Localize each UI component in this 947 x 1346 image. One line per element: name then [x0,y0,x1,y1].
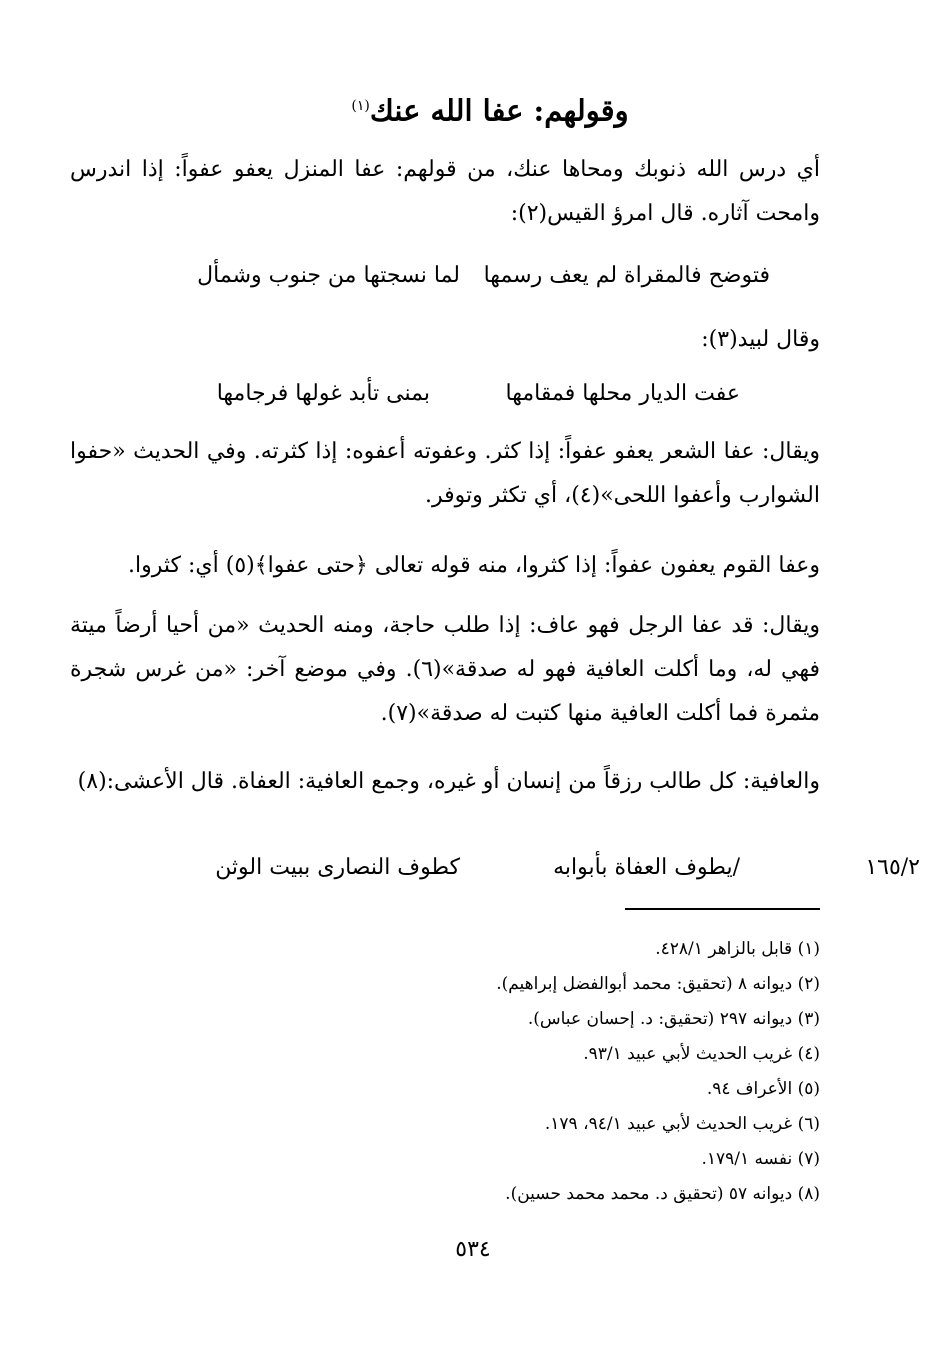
footnotes-list [300,932,820,1212]
verse-1-second-hemistich: لما نسجتها من جنوب وشمأل [197,263,460,288]
section-heading-title: وقولهم: عفا الله عنك [369,93,629,128]
verse-2-first-hemistich: عفت الديار محلها فمقامها [505,381,740,406]
verse-1-first-hemistich: فتوضح فالمقراة لم يعف رسمها [483,263,770,288]
paragraph-5: ويقال: قد عفا الرجل فهو عاف: إذا طلب حاجة، ومنه الحديث «من أحيا أرضاً ميتة فهي له، وما أكلت العافية فهو له صدقة»(٦). وفي موضع آخر: «من غرس شجرة مثمرة فما أكلت العافية منها كتبت له صدقة»(٧). [70,613,820,726]
paragraph-2: وقال لبيد(٣): [701,327,820,352]
footnote-ref: (١) [351,98,370,114]
footnote-1: (١) قابل بالزاهر ٤٢٨/١. [655,939,820,959]
page-number: ٥٣٤ [455,1237,491,1262]
footnote-7: (٧) نفسه ١٧٩/١. [701,1149,820,1169]
verse-2-second-hemistich: بمنى تأبد غولها فرجامها [216,381,430,406]
footnote-6: (٦) غريب الحديث لأبي عبيد ٩٤/١، ١٧٩. [544,1114,820,1134]
paragraph-6: والعافية: كل طالب رزقاً من إنسان أو غيره، وجمع العافية: العفاة. قال الأعشى:(٨) [77,769,820,794]
margin-page-reference: ١٦٥/٢ [865,855,920,880]
footnote-2: (٢) ديوانه ٨ (تحقيق: محمد أبوالفضل إبراهيم). [496,974,820,994]
paragraph-4: وعفا القوم يعفون عفواً: إذا كثروا، منه قوله تعالى ﴿حتى عفوا﴾(٥) أي: كثروا. [128,553,820,578]
footnote-5: (٥) الأعراف ٩٤. [706,1079,820,1099]
footnote-separator [625,908,820,910]
verse-3-second-hemistich: كطوف النصارى ببيت الوثن [215,855,460,880]
paragraph-3: ويقال: عفا الشعر يعفو عفواً: إذا كثر. وعفوته أعفوه: إذا كثرته. وفي الحديث «حفوا الشوارب وأعفوا اللحى»(٤)، أي تكثر وتوفر. [70,439,820,508]
footnote-8: (٨) ديوانه ٥٧ (تحقيق د. محمد محمد حسين). [505,1184,820,1204]
verse-3-first-hemistich: /يطوف العفاة بأبوابه [553,855,740,880]
footnote-3: (٣) ديوانه ٢٩٧ (تحقيق: د. إحسان عباس). [527,1009,820,1029]
section-heading [200,86,780,131]
footnote-4: (٤) غريب الحديث لأبي عبيد ٩٣/١. [583,1044,820,1064]
paragraph-1: أي درس الله ذنوبك ومحاها عنك، من قولهم: عفا المنزل يعفو عفواً: إذا اندرس وامحت آثاره. قال امرؤ القيس(٢): [70,157,820,226]
